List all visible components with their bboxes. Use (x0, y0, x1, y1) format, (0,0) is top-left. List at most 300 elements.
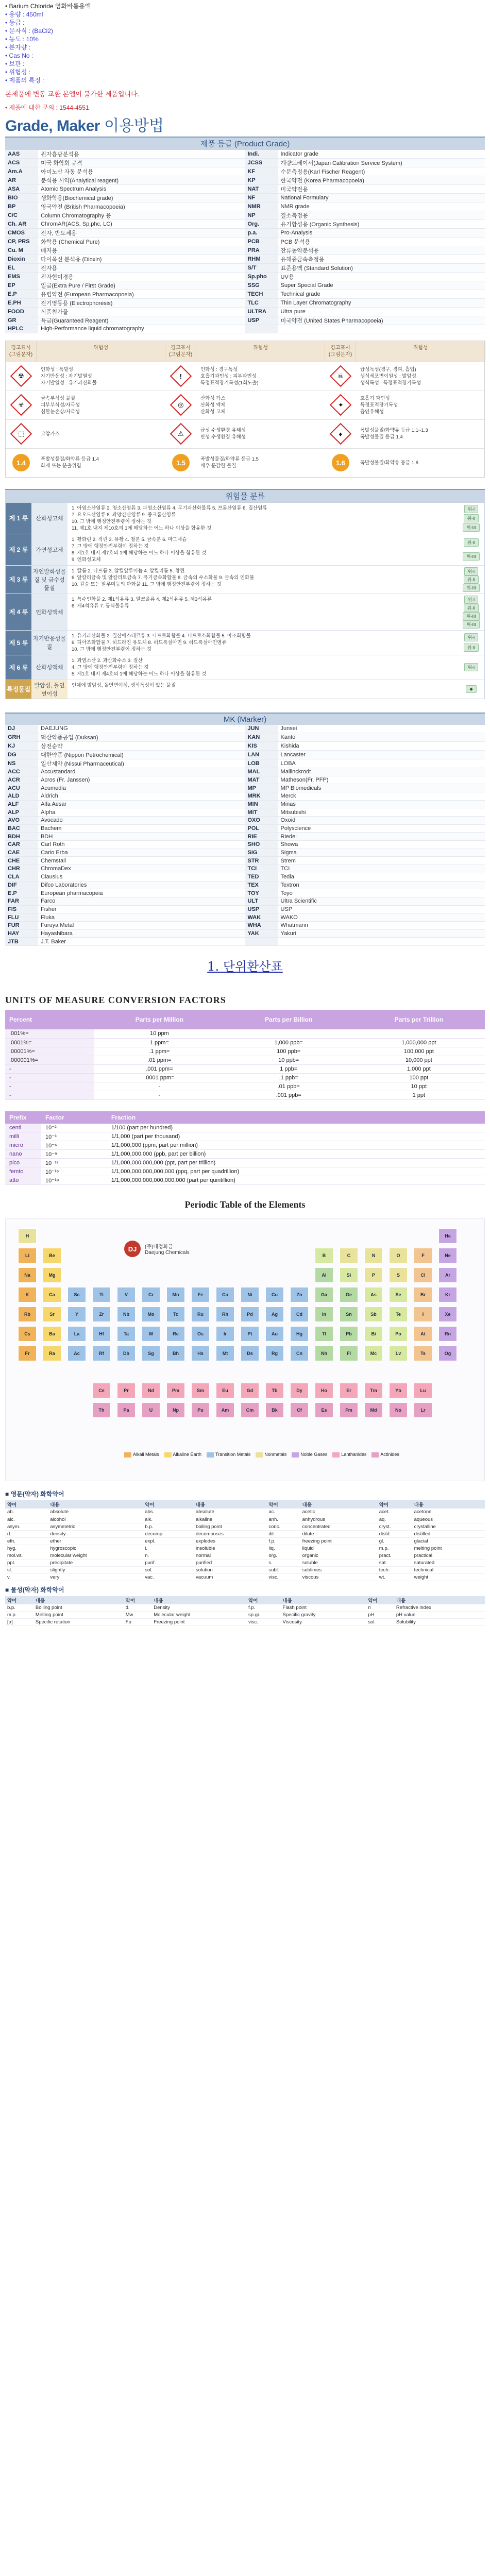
grade-code: EP (5, 281, 38, 290)
grade-desc (278, 325, 485, 333)
glossary-row (5, 1545, 485, 1552)
legend-label: Alkaline Earth (173, 1452, 202, 1457)
element-cell: Hg (290, 1326, 309, 1342)
conversion-cell: .01 ppb= (225, 1082, 353, 1091)
glossary-row (5, 1566, 485, 1573)
grade-code: CP, PRS (5, 238, 38, 246)
hazard-level-badge: 위-II (464, 575, 479, 584)
glossary-cell: ppt. (5, 1559, 48, 1566)
element-cell: Rb (18, 1307, 37, 1322)
element-cell: Mt (216, 1346, 234, 1361)
element-cell: Ce (92, 1383, 111, 1398)
glossary-cell: organic (300, 1552, 377, 1559)
element-cell: Rn (438, 1326, 457, 1342)
grade-row (5, 150, 485, 159)
glossary-cell: Melting point (33, 1612, 124, 1619)
maker-desc: Kanto (278, 733, 485, 741)
conversion-cell: 10,000 ppt (353, 1056, 485, 1064)
hazard-level-badge: 위-II (464, 604, 479, 612)
grade-row (5, 246, 485, 255)
grade-row (5, 167, 485, 176)
grade-code: AAS (5, 150, 38, 159)
hazard-description: 고압가스 (41, 431, 60, 437)
grade-code: NF (245, 194, 278, 202)
ghs-pictogram-icon (10, 394, 32, 416)
prefix-fraction: 1/1,000 (part per thousand) (107, 1132, 485, 1141)
glossary-cell: asym. (5, 1523, 48, 1530)
maker-code: MRK (245, 792, 278, 800)
glossary-cell: decomp. (143, 1530, 194, 1537)
maker-code: JTB (5, 938, 38, 946)
prefix-row (5, 1150, 485, 1159)
glossary-cell: soluble (300, 1559, 377, 1566)
maker-row (5, 889, 485, 897)
maker-row (5, 817, 485, 825)
glossary-row (5, 1619, 485, 1626)
element-cell: Sr (43, 1307, 61, 1322)
glossary-cell: Fp (124, 1619, 152, 1626)
element-cell: Yb (389, 1383, 408, 1398)
grade-desc: 전자, 반도체용 (38, 229, 245, 238)
conversion-cell: .1 ppm= (94, 1047, 225, 1056)
class-items: 인체에 발암성, 돌연변이성, 생식독성이 있는 물질 (72, 682, 176, 688)
legend-label: Noble Gases (300, 1452, 328, 1457)
element-cell: Mc (364, 1346, 383, 1361)
periodic-table (5, 1218, 485, 1481)
maker-code: ACU (5, 784, 38, 792)
grade-desc: Pro-Analysis (278, 229, 485, 238)
grade-code: Ch. AR (5, 220, 38, 229)
grade-code: AR (5, 176, 38, 185)
product-line: • 농도 : 10% (5, 36, 39, 43)
glossary-col-header: 내용 (33, 1596, 124, 1604)
element-cell: Al (315, 1267, 333, 1283)
conversion-heading: UNITS OF MEASURE CONVERSION FACTORS (5, 995, 226, 1005)
conversion-cell: 10 ppt (353, 1082, 485, 1091)
grade-desc: 표준용액 (Standard Solution) (278, 264, 485, 273)
prefix-name: centi (5, 1124, 41, 1132)
class-name: 자기반응성물질 (31, 631, 67, 655)
legend-label: Actinides (380, 1452, 399, 1457)
maker-row (5, 784, 485, 792)
hazard-level-badge: ◆ (466, 685, 477, 693)
glossary-cell: hyg. (5, 1545, 48, 1552)
element-cell: Fe (191, 1287, 210, 1302)
grade-row (5, 229, 485, 238)
grade-code: BP (5, 202, 38, 211)
glossary-cell: cryst. (377, 1523, 412, 1530)
grade-desc: NMR grade (278, 202, 485, 211)
prefix-name: femto (5, 1167, 41, 1176)
grade-code: TECH (245, 290, 278, 299)
prefix-table (5, 1111, 485, 1185)
element-cell: Cr (142, 1287, 160, 1302)
grade-desc: 유기합성용 (Organic Synthesis) (278, 220, 485, 229)
conversion-cell: 100 ppb= (225, 1047, 353, 1056)
notice-exchange: 본제품에 변동 교환 본엠이 불가한 제품입니다. (5, 90, 140, 98)
element-cell: Og (438, 1346, 457, 1361)
grade-desc: 전자용 (38, 264, 245, 273)
maker-heading: MK (Marker) (5, 713, 485, 725)
hazard-pictogram-cell (325, 391, 356, 419)
hazard-level-badge: 위-I (464, 633, 478, 641)
grade-code: NP (245, 211, 278, 220)
class-tags (458, 534, 484, 565)
glossary-cell: eth. (5, 1537, 48, 1545)
conversion-cell (353, 1029, 485, 1038)
glossary-col-header: 약어 (377, 1500, 412, 1509)
glossary-cell: solution (194, 1566, 266, 1573)
maker-code: FLU (5, 913, 38, 922)
explosive-class-icon: 1.5 (172, 454, 190, 471)
grade-row (5, 211, 485, 220)
element-cell: Am (216, 1402, 234, 1418)
ghs-symbol: ✦ (337, 401, 344, 409)
glossary-col-header: 내용 (300, 1500, 377, 1509)
grade-code: p.a. (245, 229, 278, 238)
glossary-cell: hygroscopic (48, 1545, 143, 1552)
maker-row (5, 808, 485, 817)
glossary-cell: very (48, 1573, 143, 1581)
maker-code: DJ (5, 725, 38, 733)
element-cell: Co (216, 1287, 234, 1302)
ghs-symbol: ☢ (18, 372, 24, 380)
grade-desc: ChromAR(ACS, Sp.phc, LC) (38, 220, 245, 229)
conversion-cell: 1 ppm= (94, 1038, 225, 1047)
glossary-row (5, 1559, 485, 1566)
glossary-cell: ab. (5, 1509, 48, 1516)
conversion-cell: .001%= (5, 1029, 94, 1038)
maker-desc: J.T. Baker (38, 938, 245, 946)
grade-desc: Column Chromatography 용 (38, 211, 245, 220)
maker-desc: Farco (38, 897, 245, 905)
element-cell: S (389, 1267, 408, 1283)
conversion-cell: 1,000 ppb= (225, 1038, 353, 1047)
glossary-cell: pH (366, 1612, 394, 1619)
element-cell: Fm (340, 1402, 358, 1418)
conversion-row (5, 1056, 485, 1064)
maker-code: SHO (245, 841, 278, 849)
element-cell: Mo (142, 1307, 160, 1322)
glossary-col-header: 내용 (194, 1500, 266, 1509)
prefix-name: nano (5, 1150, 41, 1159)
conversion-header-row (5, 1010, 485, 1029)
class-number: 제 6 류 (6, 655, 31, 680)
maker-code: WAK (245, 913, 278, 922)
conversion-cell: - (5, 1091, 94, 1099)
ghs-pictogram-icon (170, 365, 192, 387)
grade-desc: PCB 분석용 (278, 238, 485, 246)
grade-row (5, 159, 485, 167)
logo-mark: DJ (124, 1241, 141, 1257)
glossary-cell: alk. (143, 1516, 194, 1523)
legend-swatch (371, 1452, 379, 1458)
glossary-col-header: 내용 (151, 1596, 246, 1604)
element-cell: Bk (265, 1402, 284, 1418)
grade-code: KF (245, 167, 278, 176)
glossary-cell: explodes (194, 1537, 266, 1545)
grade-desc: National Formulary (278, 194, 485, 202)
hazard-level-badge: 위-II (464, 538, 479, 547)
element-cell: Kr (438, 1287, 457, 1302)
element-cell: Fl (340, 1346, 358, 1361)
grade-code: NMR (245, 202, 278, 211)
element-cell: Th (92, 1402, 111, 1418)
hazard-description: 급성 수생환경 유해성 만성 수생환경 유해성 (200, 428, 246, 440)
element-cell: Cf (290, 1402, 309, 1418)
maker-row (5, 824, 485, 833)
element-cell: Tb (265, 1383, 284, 1398)
grade-code (245, 325, 278, 333)
grade-desc: 원자흡광분석용 (38, 150, 245, 159)
element-cell: Dy (290, 1383, 309, 1398)
class-name: 가연성고체 (31, 534, 67, 565)
maker-row (5, 841, 485, 849)
class-tags (458, 655, 484, 680)
maker-code: YAK (245, 929, 278, 938)
conversion-section (5, 995, 485, 1185)
maker-desc: Tedia (278, 873, 485, 881)
element-cell: Er (340, 1383, 358, 1398)
element-cell: Rf (92, 1346, 111, 1361)
classification-row (6, 680, 484, 699)
class-items: 1. 유기과산화물 2. 질산에스테르류 3. 니트로화합물 4. 니트로소화합물 5. 아조화합물 6. 디아조화합물 7. 히드라진 유도체 8. 히드록실아민 9. 히드록실아민염류 10. 그 밖에 행정안전부령이 정하는 것 (72, 633, 251, 652)
glossary-cell: gl. (377, 1537, 412, 1545)
element-cell: W (142, 1326, 160, 1342)
grade-desc: Atomic Spectrum Analysis (38, 185, 245, 194)
maker-code: FUR (5, 921, 38, 929)
product-info (0, 0, 490, 84)
maker-desc: Fisher (38, 905, 245, 913)
class-tags (458, 566, 484, 594)
element-cell: Pa (117, 1402, 136, 1418)
prefix-col-header: Prefix (5, 1111, 41, 1124)
ghs-pictogram-icon (330, 394, 351, 416)
glossary-cell: acet. (377, 1509, 412, 1516)
grade-desc: 잔류농약분석용 (278, 246, 485, 255)
element-cell: Fr (18, 1346, 37, 1361)
element-cell: Ra (43, 1346, 61, 1361)
maker-code: CAE (5, 849, 38, 857)
class-name: 산화성액체 (31, 655, 67, 680)
element-cell: Md (364, 1402, 383, 1418)
maker-code: NS (5, 759, 38, 768)
element-cell: N (364, 1248, 383, 1263)
class-number: 특정물질 (6, 680, 31, 699)
class-number: 제 2 류 (6, 534, 31, 565)
product-line: • Cas No : (5, 52, 33, 59)
grade-code: Indi. (245, 150, 278, 159)
prefix-factor: 10⁻³ (41, 1132, 107, 1141)
glossary-cell: d. (5, 1530, 48, 1537)
grade-code: USP (245, 316, 278, 325)
glossary-cell: absolute (194, 1509, 266, 1516)
legend-label: Nonmetals (264, 1452, 287, 1457)
grade-code: Am.A (5, 167, 38, 176)
prefix-factor: 10⁻¹² (41, 1159, 107, 1167)
glossary-cell: n (366, 1604, 394, 1612)
maker-code: AVO (5, 817, 38, 825)
element-cell: Sg (142, 1346, 160, 1361)
element-cell: Na (18, 1267, 37, 1283)
element-cell: Eu (216, 1383, 234, 1398)
maker-row (5, 857, 485, 865)
conversion-cell: 10 ppm (94, 1029, 225, 1038)
classification-row (6, 594, 484, 630)
glossary-cell: anhydrous (300, 1516, 377, 1523)
prefix-factor: 10⁻¹⁸ (41, 1176, 107, 1185)
logo-text: (주)대정화금 Daejung Chemicals (145, 1244, 190, 1256)
prefix-factor: 10⁻¹⁵ (41, 1167, 107, 1176)
glossary-cell: practical (412, 1552, 485, 1559)
prefix-fraction: 1/1,000,000 (ppm, part per million) (107, 1141, 485, 1150)
maker-desc: USP (278, 905, 485, 913)
product-line: • Barium Chloride 염화바륨용액 (5, 3, 91, 10)
grade-desc: 유럽약전 (European Pharmacopoeia) (38, 290, 245, 299)
maker-code: MAL (245, 768, 278, 776)
hazard-level-badge: 위-II (464, 514, 479, 522)
conversion-cell: - (5, 1082, 94, 1091)
hazard-description: 산화성 가스 산화성 액체 산화성 고체 (200, 395, 226, 415)
element-cell: H (18, 1228, 37, 1244)
conversion-cell: - (94, 1082, 225, 1091)
maker-code: DG (5, 750, 38, 759)
glossary-col-header: 약어 (266, 1500, 300, 1509)
ghs-pictogram-icon (10, 423, 32, 445)
element-cell: F (414, 1248, 432, 1263)
glossary-col-header: 내용 (48, 1500, 143, 1509)
hazard-level-badge: 위-III (463, 620, 479, 629)
maker-code: MP (245, 784, 278, 792)
maker-row (5, 792, 485, 800)
element-cell: Pr (117, 1383, 136, 1398)
element-cell: At (414, 1326, 432, 1342)
grade-code: E.PH (5, 299, 38, 308)
element-cell: Se (389, 1287, 408, 1302)
maker-code: MIT (245, 808, 278, 817)
glossary-row (5, 1604, 485, 1612)
glossary-cell: acetone (412, 1509, 485, 1516)
maker-row (5, 873, 485, 881)
maker-desc: 삼전순약 (38, 741, 245, 750)
glossary-cell: mol.wt. (5, 1552, 48, 1559)
glossary-cell: Boiling point (33, 1604, 124, 1612)
grade-row (5, 290, 485, 299)
class-items: 1. 과염소산 2. 과산화수소 3. 질산 4. 그 밖에 행정안전부령이 정하는 것 5. 제1호 내지 제4호의 1에 해당하는 어느 하나 이상을 함유한 것 (72, 657, 207, 677)
glossary-cell: asymmetric (48, 1523, 143, 1530)
maker-desc: ChromaDex (38, 865, 245, 873)
glossary-row (5, 1573, 485, 1581)
maker-desc: Alpha (38, 808, 245, 817)
grade-desc: 한국약전 (Korea Pharmacopoeia) (278, 176, 485, 185)
maker-desc: Acros (Fr. Janssen) (38, 776, 245, 784)
conversion-cell: - (5, 1064, 94, 1073)
element-cell: Sn (340, 1307, 358, 1322)
element-cell: Mg (43, 1267, 61, 1283)
glossary-cell: viscous (300, 1573, 377, 1581)
maker-row (5, 768, 485, 776)
element-cell: Cm (241, 1402, 259, 1418)
grade-code: JCSS (245, 159, 278, 167)
ghs-pictogram-icon (170, 394, 192, 416)
maker-code: LOB (245, 759, 278, 768)
class-tags (458, 594, 484, 630)
element-cell: Nh (315, 1346, 333, 1361)
glossary-cell: alc. (5, 1516, 48, 1523)
glossary-cell: aqueous (412, 1516, 485, 1523)
element-cell: Ds (241, 1346, 259, 1361)
hazard-header-cell: 위험성 (356, 341, 485, 362)
element-cell: Au (265, 1326, 284, 1342)
hazard-header-cell: 위험성 (196, 341, 325, 362)
glossary-cell: melting point (412, 1545, 485, 1552)
conversion-cell (225, 1029, 353, 1038)
grade-code: HPLC (5, 325, 38, 333)
grade-code: RHM (245, 255, 278, 264)
prefix-row (5, 1176, 485, 1185)
grade-code: C/C (5, 211, 38, 220)
classification-row (6, 630, 484, 655)
glossary-col-header: 내용 (281, 1596, 366, 1604)
legend-label: Transition Metals (215, 1452, 251, 1457)
glossary-cell: crystalline (412, 1523, 485, 1530)
class-name: 자연발화성물질 및 금수성물질 (31, 566, 67, 594)
grade-desc: 미국 화학회 규격 (38, 159, 245, 167)
glossary-cell: sl. (5, 1566, 48, 1573)
glossary-table-2 (5, 1596, 485, 1626)
glossary-cell: aq. (377, 1516, 412, 1523)
element-cell: Ta (117, 1326, 136, 1342)
glossary-col-header: 약어 (124, 1596, 152, 1604)
conversion-cell: 1 ppb= (225, 1064, 353, 1073)
product-line: • 제품의 특징 : (5, 77, 44, 84)
grade-code: ACS (5, 159, 38, 167)
grade-row (5, 299, 485, 308)
element-cell: I (414, 1307, 432, 1322)
glossary-cell: Specific rotation (33, 1619, 124, 1626)
glossary-cell: saturated (412, 1559, 485, 1566)
conversion-row (5, 1073, 485, 1082)
legend-item (371, 1452, 399, 1458)
maker-desc: Aldrich (38, 792, 245, 800)
maker-desc: Hayashibara (38, 929, 245, 938)
prefix-fraction: 1/1,000,000,000,000,000,000 (part per quintillion) (107, 1176, 485, 1185)
element-cell: Pm (166, 1383, 185, 1398)
maker-code: POL (245, 824, 278, 833)
prefix-row (5, 1141, 485, 1150)
glossary-cell: liquid (300, 1545, 377, 1552)
maker-desc: LOBA (278, 759, 485, 768)
grade-desc: Indicator grade (278, 150, 485, 159)
prefix-row (5, 1124, 485, 1132)
maker-code: JUN (245, 725, 278, 733)
hazard-header-cell: 경고표시 (그림문자) (325, 341, 356, 362)
grade-desc: UV용 (278, 273, 485, 281)
glossary-cell: f.p. (246, 1604, 281, 1612)
maker-desc: Showa (278, 841, 485, 849)
glossary-cell: visc. (246, 1619, 281, 1626)
maker-code: TEX (245, 881, 278, 889)
conversion-cell: .001 ppb= (225, 1091, 353, 1099)
glossary-cell: b.p. (143, 1523, 194, 1530)
maker-desc: Fluka (38, 913, 245, 922)
maker-row (5, 759, 485, 768)
element-cell: Nb (117, 1307, 136, 1322)
grade-desc: 미국약전 (United States Pharmacopoeia) (278, 316, 485, 325)
grade-code: CMOS (5, 229, 38, 238)
maker-code: HAY (5, 929, 38, 938)
element-cell: Ru (191, 1307, 210, 1322)
